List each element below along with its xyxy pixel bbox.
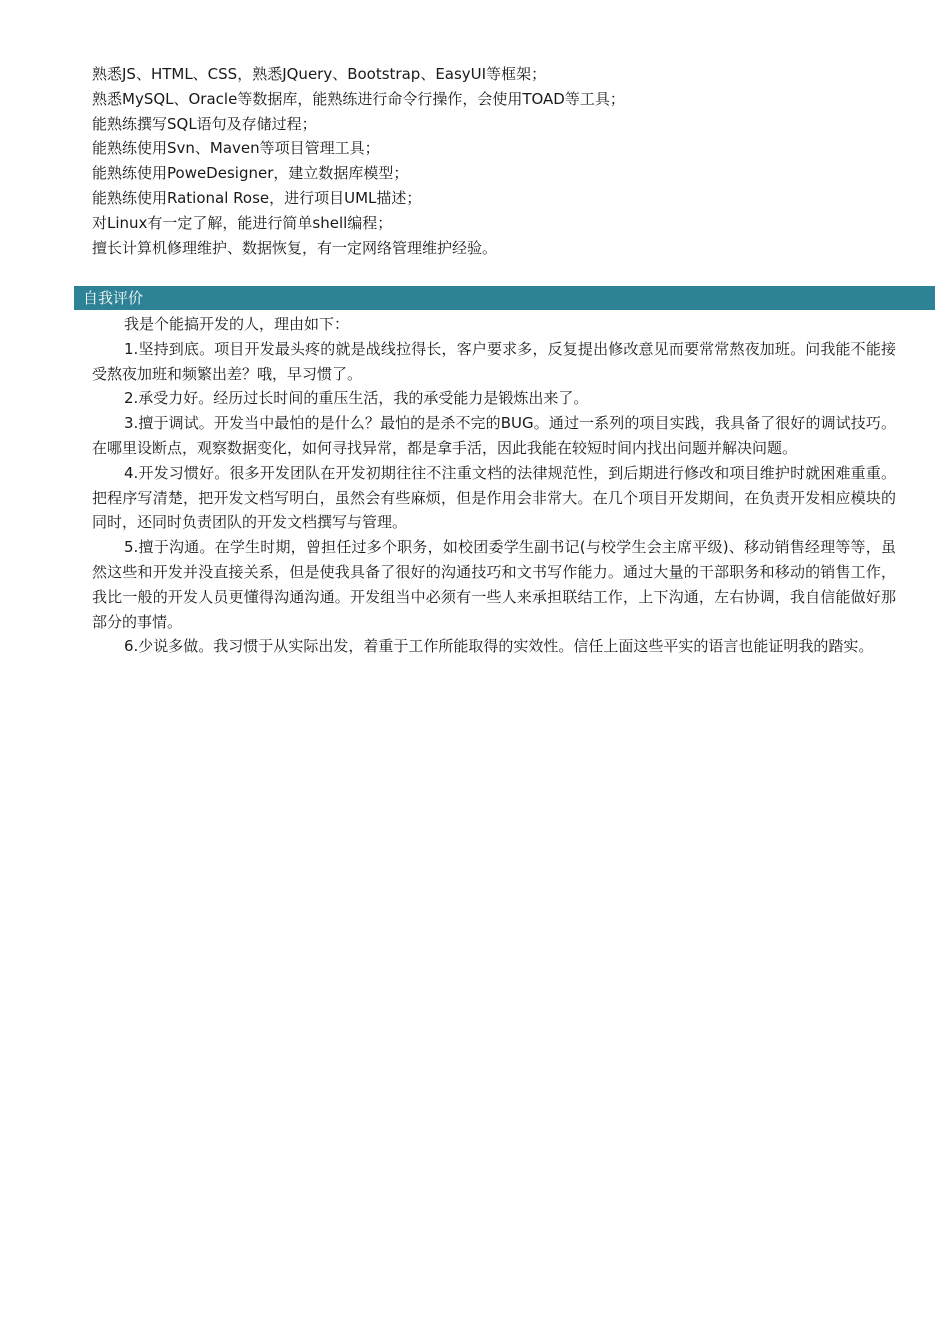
evaluation-point: 4.开发习惯好。很多开发团队在开发初期往往不注重文档的法律规范性，到后期进行修改和项目维护时就困难重重。把程序写清楚，把开发文档写明白，虽然会有些麻烦，但是作用会非常大。在几个项目开发期间，在负责开发相应模块的同时，还同时负责团队的开发文档撰写与管理。 <box>92 463 896 532</box>
evaluation-intro: 我是个能搞开发的人，理由如下： <box>124 315 350 333</box>
skill-item: 熟悉JS、HTML、CSS，熟悉JQuery、Bootstrap、EasyUI等框架； <box>92 65 547 83</box>
evaluation-point: 1.坚持到底。项目开发最头疼的就是战线拉得长，客户要求多，反复提出修改意见而要常常熬夜加班。问我能不能接受熬夜加班和频繁出差？哦，早习惯了。 <box>92 339 896 383</box>
self-evaluation-body <box>92 312 896 659</box>
skill-item: 熟悉MySQL、Oracle等数据库，能熟练进行命令行操作，会使用TOAD等工具； <box>92 89 625 108</box>
skill-item: 能熟练使用Svn、Maven等项目管理工具； <box>92 139 380 158</box>
skill-item: 对Linux有一定了解，能进行简单shell编程； <box>92 213 393 232</box>
evaluation-point: 6.少说多做。我习惯于从实际出发，着重于工作所能取得的实效性。信任上面这些平实的语言也能证明我的踏实。 <box>124 637 874 656</box>
skill-item: 能熟练使用PoweDesigner，建立数据库模型； <box>92 164 409 183</box>
evaluation-point: 2.承受力好。经历过长时间的重压生活，我的承受能力是锻炼出来了。 <box>124 389 589 408</box>
evaluation-point: 5.擅于沟通。在学生时期，曾担任过多个职务，如校团委学生副书记(与校学生会主席平级)、移动销售经理等等，虽然这些和开发并没直接关系，但是使我具备了很好的沟通技巧和文书写作能力。通过大量的干部职务和移动的销售工作，我比一般的开发人员更懂得沟通沟通。开发组当中必须有一些人来承担联结工作，上下沟通，左右协调，我自信能做好那部分的事情。 <box>92 538 896 631</box>
self-evaluation-header: 自我评价 <box>74 286 935 310</box>
skill-item: 能熟练撰写SQL语句及存储过程； <box>92 114 317 133</box>
evaluation-point: 3.擅于调试。开发当中最怕的是什么？最怕的是杀不完的BUG。通过一系列的项目实践，我具备了很好的调试技巧。在哪里设断点，观察数据变化，如何寻找异常，都是拿手活，因此我能在较短时间内找出问题并解决问题。 <box>92 414 896 457</box>
skills-list <box>92 62 912 260</box>
skill-item: 能熟练使用Rational Rose，进行项目UML描述； <box>92 188 422 207</box>
skill-item: 擅长计算机修理维护、数据恢复，有一定网络管理维护经验。 <box>92 238 498 257</box>
